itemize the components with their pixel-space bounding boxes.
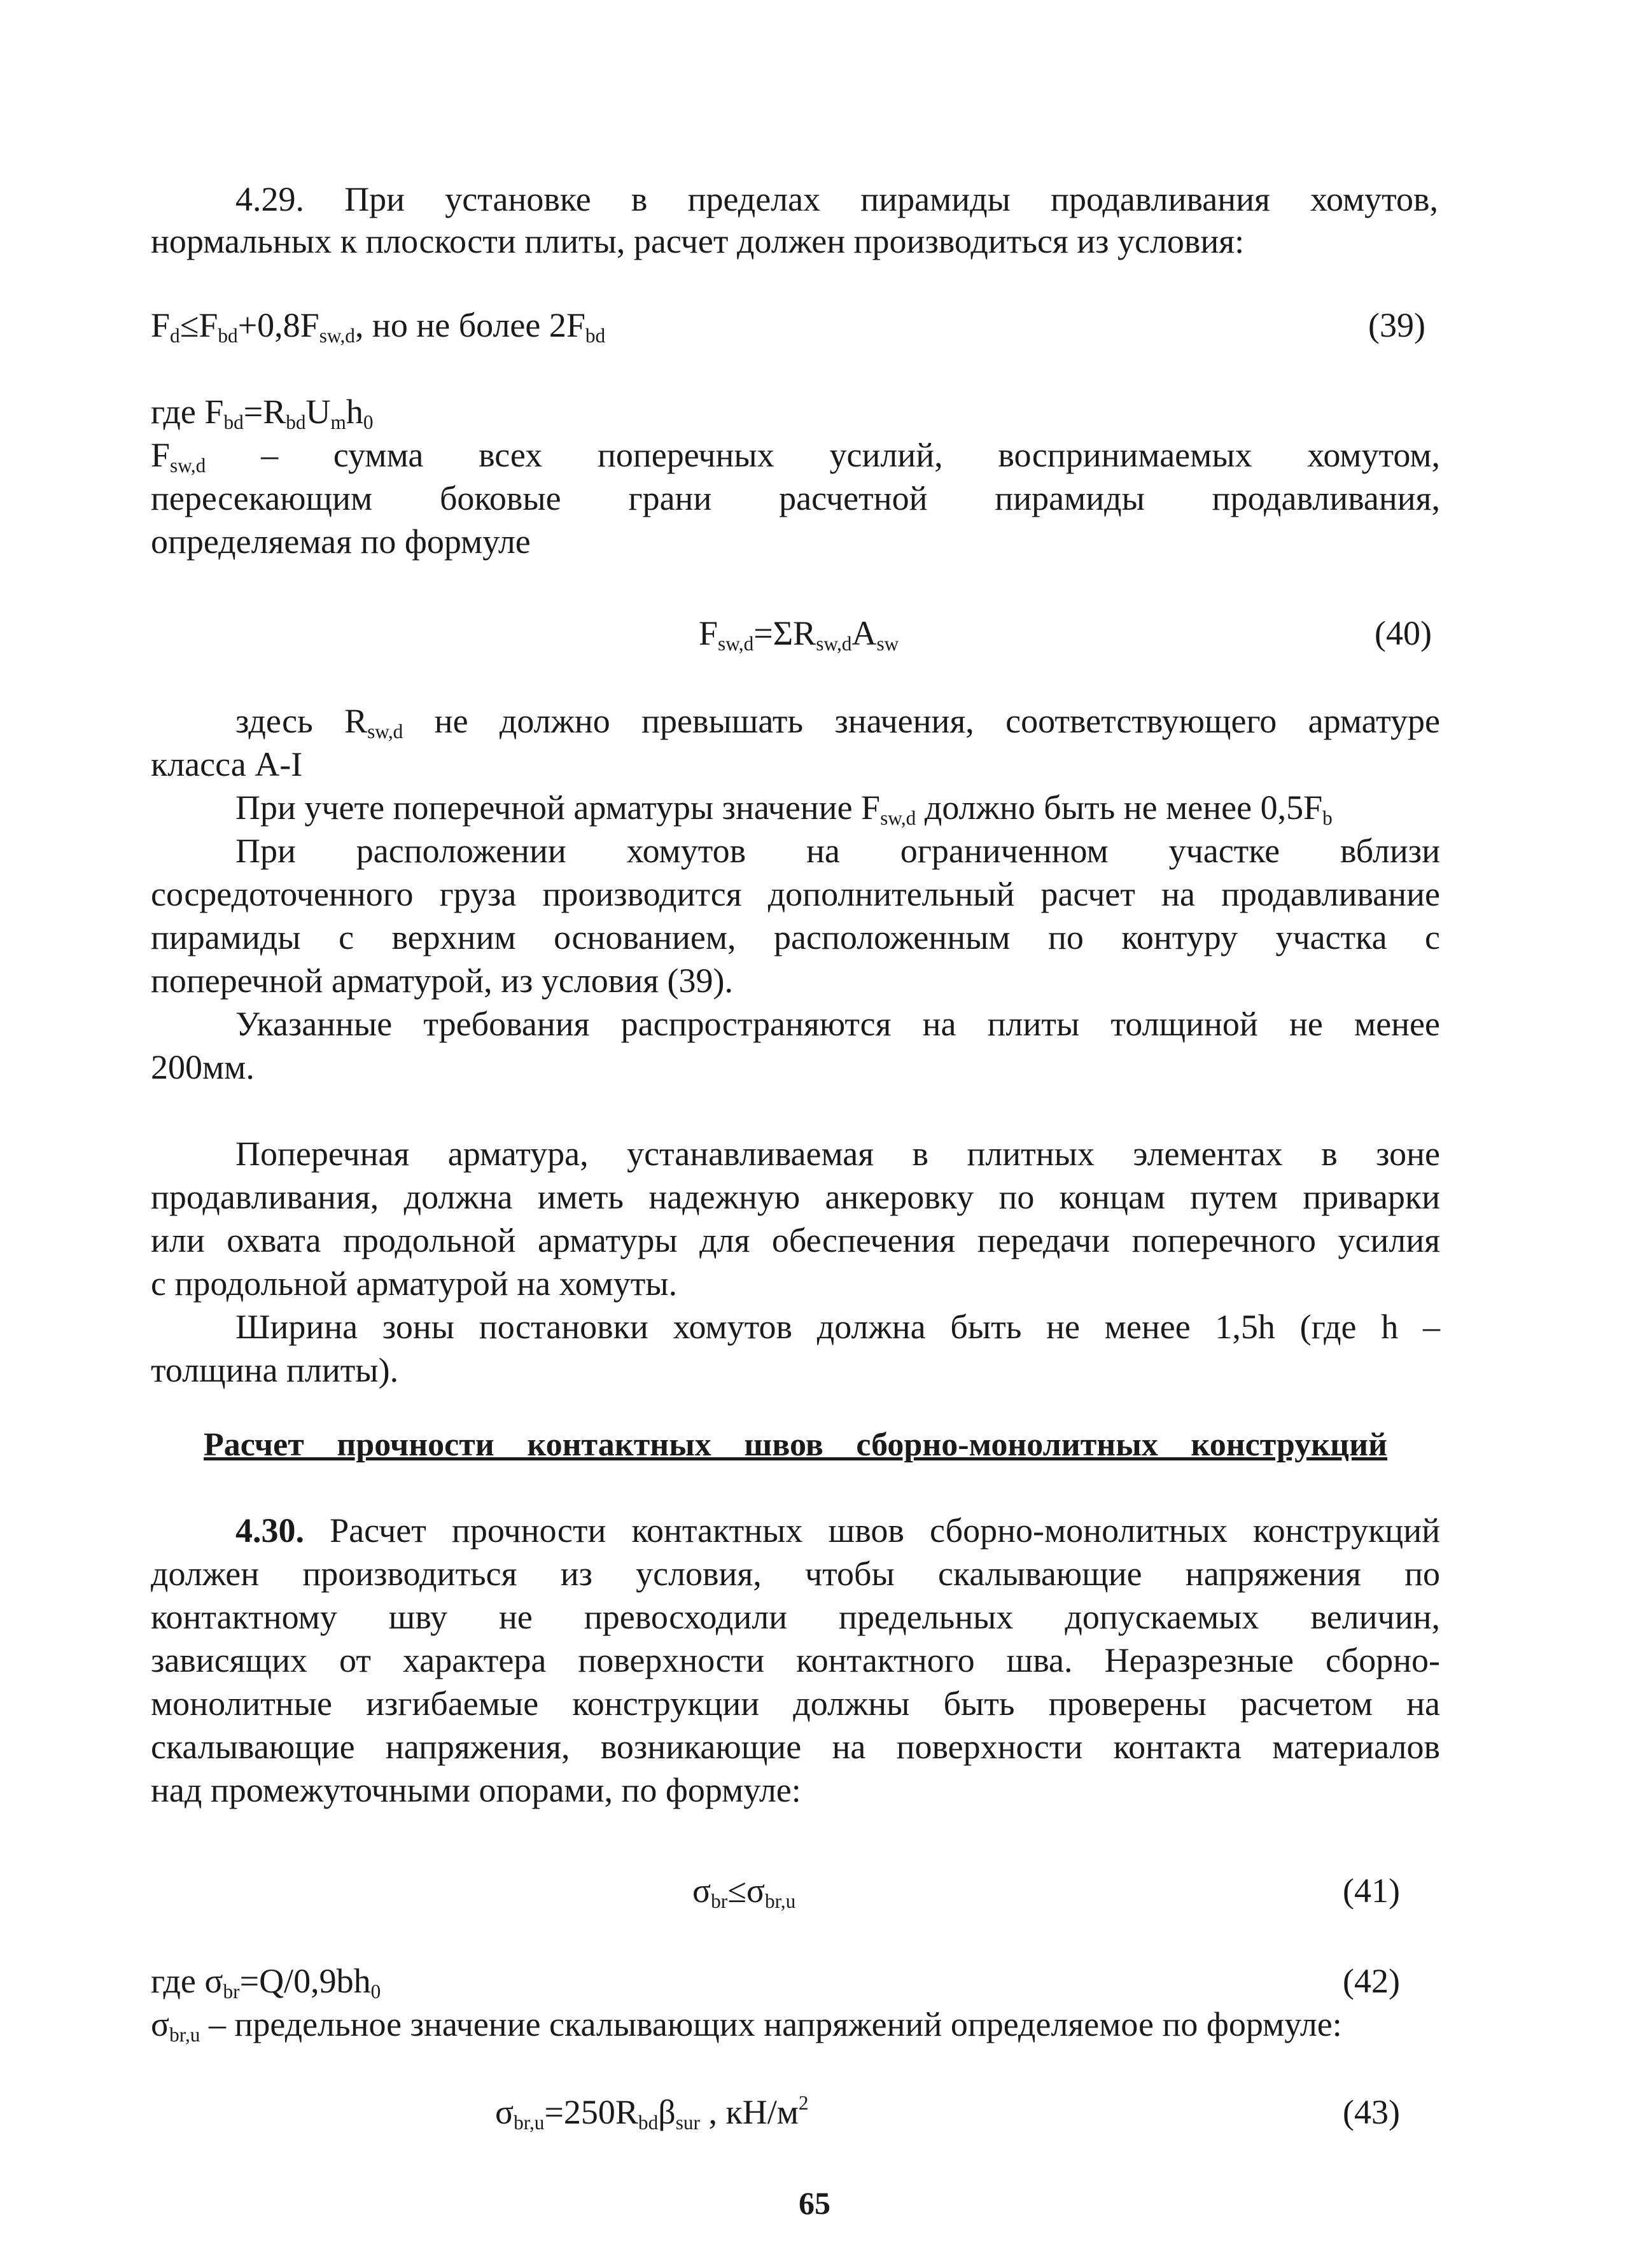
- equation-41: $\sigma_{br}\le\sigma_{br,u}$: [692, 1872, 796, 1912]
- width-line-2: толщина плиты).: [151, 1351, 399, 1389]
- section-heading: Расчет прочности контактных швов сборно-монолитных конструкций: [204, 1427, 1387, 1463]
- anchor-line-2: продавливания, должна иметь надежную анкеровку по концам путем приварки: [151, 1178, 1440, 1216]
- sigma-definition: $\sigma_{br,u}$ – предельное значение скалывающих напряжений определяемое по формуле:: [151, 2005, 1342, 2046]
- location-line-1: При расположении хомутов на ограниченном участке вблизи: [235, 832, 1440, 870]
- para-4-30-line-2: должен производиться из условия, чтобы скалывающие напряжения по: [151, 1555, 1440, 1593]
- equation-43: $\sigma_{br,u}=250R_{bd}\beta_{sur}$ , $кН/м^2$: [495, 2092, 809, 2134]
- fsw-definition-line-1: $F_{sw,d}$ – сумма всех поперечных усилий, воспринимаемых хомутом,: [151, 436, 1440, 477]
- location-line-3: пирамиды с верхним основанием, расположенным по контуру участка с: [151, 918, 1440, 956]
- equation-39: $F_d\le F_{bd}+0,8F_{sw,d}$, но не более $2F_{bd}$: [151, 306, 606, 347]
- rsw-note-line-2: класса А-I: [151, 745, 303, 783]
- section-number-4-29: 4.29.: [235, 180, 304, 218]
- equation-number-41: (41): [1343, 1872, 1400, 1910]
- rsw-note-line-1: здесь $R_{sw,d}$ не должно превышать значения, соответствующего арматуре: [235, 702, 1440, 743]
- equation-number-43: (43): [1343, 2093, 1400, 2131]
- equation-number-42: (42): [1343, 1962, 1400, 2000]
- para-4-30-line-5: монолитные изгибаемые конструкции должны быть проверены расчетом на: [151, 1684, 1440, 1723]
- anchor-line-4: с продольной арматурой на хомуты.: [151, 1264, 678, 1303]
- equation-number-40: (40): [1375, 614, 1432, 652]
- scope-line-1: Указанные требования распространяются на плиты толщиной не менее: [235, 1005, 1440, 1043]
- anchor-line-1: Поперечная арматура, устанавливаемая в плитных элементах в зоне: [235, 1135, 1440, 1173]
- equation-42: где $\sigma_{br}=Q/0,9bh_0$: [151, 1962, 381, 2003]
- equation-40: $F_{sw,d}=\Sigma R_{sw,d}A_{sw}$: [699, 614, 899, 655]
- location-line-4: поперечной арматурой, из условия (39).: [151, 962, 733, 1000]
- equation-number-39: (39): [1368, 306, 1425, 344]
- para-4-30-line-1: 4.30. Расчет прочности контактных швов сборно-монолитных конструкций: [235, 1511, 1440, 1550]
- page-number: 65: [799, 2185, 830, 2221]
- para-4-30-line-6: скалывающие напряжения, возникающие на поверхности контакта материалов: [151, 1728, 1440, 1766]
- para-4-30-line-3: контактному шву не превосходили предельных допускаемых величин,: [151, 1598, 1440, 1636]
- where-fbd: где $F_{bd}=R_{bd}U_mh_0$: [151, 393, 374, 433]
- transverse-line: При учете поперечной арматуры значение $F_{sw,d}$ должно быть не менее $0,5F_b$: [235, 788, 1333, 829]
- fsw-definition-line-2: пересекающим боковые грани расчетной пирамиды продавливания,: [151, 479, 1440, 517]
- width-line-1: Ширина зоны постановки хомутов должна быть не менее 1,5h (где h –: [235, 1308, 1440, 1346]
- para-4-29-line-1: 4.29. При установке в пределах пирамиды продавливания хомутов,: [235, 180, 1439, 218]
- para-4-30-line-4: зависящих от характера поверхности контактного шва. Неразрезные сборно-: [151, 1641, 1440, 1679]
- para-4-30-line-7: над промежуточными опорами, по формуле:: [151, 1771, 801, 1809]
- scope-line-2: 200мм.: [151, 1048, 255, 1086]
- para-4-29-line-2: нормальных к плоскости плиты, расчет должен производиться из условия:: [151, 222, 1245, 260]
- anchor-line-3: или охвата продольной арматуры для обеспечения передачи поперечного усилия: [151, 1221, 1440, 1259]
- location-line-2: сосредоточенного груза производится дополнительный расчет на продавливание: [151, 875, 1440, 913]
- section-number-4-30: 4.30.: [235, 1511, 304, 1550]
- fsw-definition-line-3: определяемая по формуле: [151, 522, 531, 561]
